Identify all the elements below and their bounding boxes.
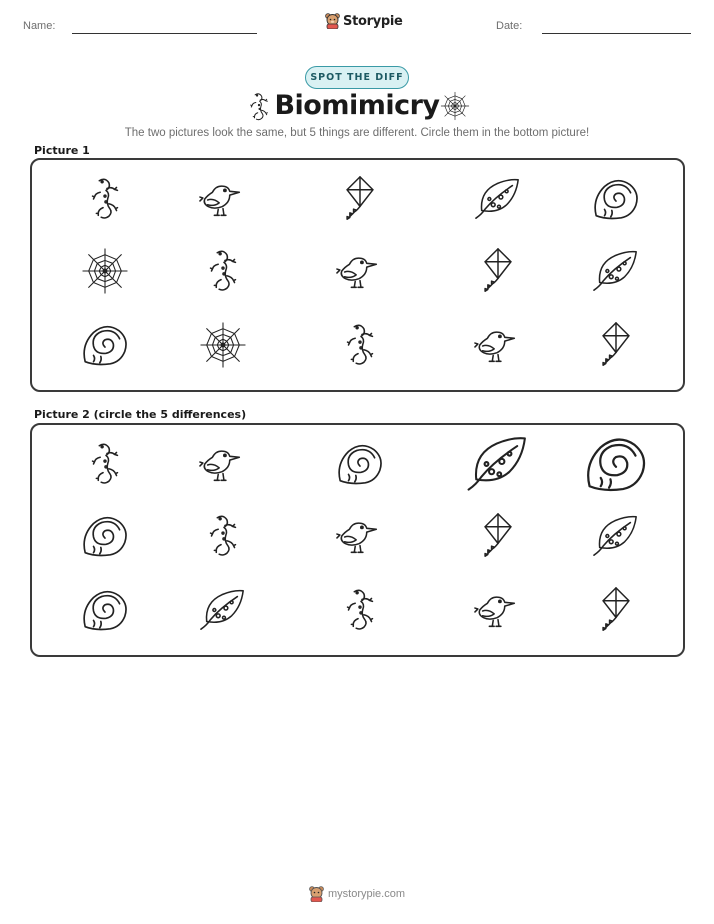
- spiderweb-icon: [81, 247, 129, 295]
- kite-icon: [474, 247, 522, 295]
- footer: [309, 886, 405, 902]
- bird-icon[interactable]: [474, 586, 522, 634]
- name-field-line[interactable]: [72, 33, 257, 34]
- badge-label: SPOT THE DIFF: [310, 72, 404, 83]
- shell-icon: [592, 175, 640, 223]
- brand-logo: [325, 13, 403, 29]
- leaf-icon[interactable]: [199, 586, 247, 634]
- shell-icon: [81, 321, 129, 369]
- footer-url[interactable]: mystorypie.com: [328, 888, 406, 900]
- shell-icon[interactable]: [81, 512, 129, 560]
- shell-icon[interactable]: [81, 586, 129, 634]
- bird-icon: [474, 321, 522, 369]
- bird-icon[interactable]: [199, 440, 247, 488]
- gecko-icon[interactable]: [199, 512, 247, 560]
- instructions: The two pictures look the same, but 5 things are different. Circle them in the bottom picture!: [124, 127, 590, 139]
- bird-icon: [199, 175, 247, 223]
- kite-icon[interactable]: [592, 586, 640, 634]
- gecko-icon: [81, 175, 129, 223]
- kite-icon: [336, 175, 384, 223]
- brand-name: Storypie: [343, 13, 403, 29]
- kite-icon[interactable]: [474, 512, 522, 560]
- spiderweb-icon: [199, 321, 247, 369]
- bear-mascot-icon: [325, 13, 340, 29]
- date-label: Date:: [496, 20, 523, 32]
- date-field-line[interactable]: [542, 33, 691, 34]
- category-badge: [305, 66, 409, 89]
- picture1-label: Picture 1: [34, 144, 90, 157]
- bird-icon: [336, 247, 384, 295]
- shell-icon[interactable]: [584, 432, 648, 496]
- leaf-icon: [474, 175, 522, 223]
- bird-icon[interactable]: [336, 512, 384, 560]
- gecko-icon[interactable]: [81, 440, 129, 488]
- leaf-icon[interactable]: [466, 432, 530, 496]
- leaf-icon[interactable]: [592, 512, 640, 560]
- bear-mascot-icon: [309, 886, 324, 902]
- page-title: Biomimicry: [274, 90, 440, 121]
- name-label: Name:: [23, 20, 56, 32]
- leaf-icon: [592, 247, 640, 295]
- picture1-panel: [30, 158, 685, 392]
- gecko-icon[interactable]: [336, 586, 384, 634]
- kite-icon: [592, 321, 640, 369]
- gecko-icon: [336, 321, 384, 369]
- spiderweb-icon: [440, 91, 470, 125]
- picture2-panel[interactable]: [30, 423, 685, 657]
- gecko-icon: [199, 247, 247, 295]
- picture2-label: Picture 2 (circle the 5 differences): [34, 408, 247, 421]
- shell-icon[interactable]: [336, 440, 384, 488]
